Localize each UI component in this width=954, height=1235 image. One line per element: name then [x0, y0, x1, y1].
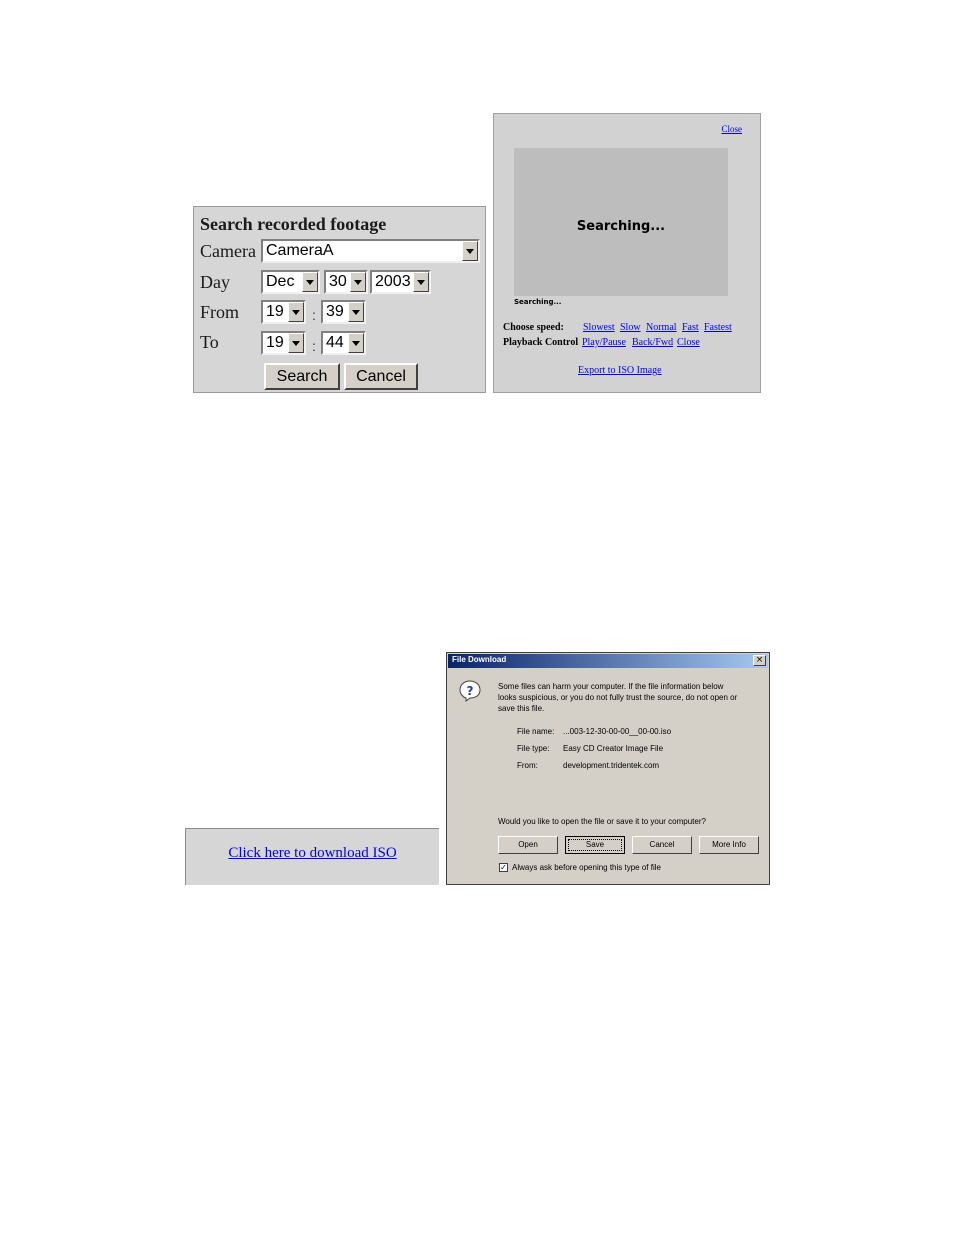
day-select-value: 30: [329, 273, 347, 290]
play-pause-link[interactable]: Play/Pause: [582, 337, 626, 348]
day-select[interactable]: [324, 270, 368, 294]
search-footage-panel: [193, 206, 486, 393]
more-info-button[interactable]: More Info: [699, 836, 759, 854]
to-hour-value: 19: [266, 334, 284, 351]
chevron-down-icon[interactable]: [350, 272, 366, 292]
open-button[interactable]: Open: [498, 836, 558, 854]
file-download-dialog: [446, 652, 770, 885]
from-label: From: [200, 302, 240, 322]
month-select[interactable]: [261, 270, 320, 294]
time-separator: :: [312, 338, 316, 354]
chevron-down-icon[interactable]: [413, 272, 429, 292]
camera-label: Camera: [200, 241, 256, 261]
chevron-down-icon[interactable]: [302, 272, 318, 292]
back-fwd-link[interactable]: Back/Fwd: [632, 337, 674, 348]
chevron-down-icon[interactable]: [462, 241, 478, 261]
download-iso-link[interactable]: Click here to download ISO: [228, 845, 397, 861]
always-ask-checkbox[interactable]: ✓: [500, 863, 507, 872]
player-close-link[interactable]: Close: [721, 124, 742, 134]
camera-select-value: CameraA: [266, 242, 334, 259]
file-name-label: File name:: [517, 727, 555, 736]
from-label: From:: [517, 761, 538, 770]
month-select-value: Dec: [266, 273, 295, 290]
from-value: development.tridentek.com: [563, 761, 660, 770]
warning-line-3: save this file.: [498, 704, 545, 713]
cancel-button[interactable]: Cancel: [344, 363, 418, 390]
video-viewport: [514, 148, 728, 296]
question-icon: [459, 680, 481, 702]
close-icon[interactable]: ×: [753, 655, 766, 666]
search-button[interactable]: Search: [264, 363, 340, 390]
time-separator: :: [312, 307, 316, 323]
to-minute-value: 44: [326, 334, 344, 351]
dialog-question: Would you like to open the file or save it to your computer?: [498, 817, 706, 826]
day-label: Day: [200, 272, 230, 292]
speed-slow-link[interactable]: Slow: [620, 322, 641, 333]
to-label: To: [200, 332, 219, 352]
chevron-down-icon[interactable]: [348, 302, 364, 322]
search-panel-title: Search recorded footage: [200, 214, 387, 234]
camera-select[interactable]: [261, 239, 480, 263]
from-minute-select[interactable]: [321, 300, 366, 324]
video-status-text: Searching...: [576, 219, 666, 234]
cancel-button[interactable]: Cancel: [632, 836, 692, 854]
from-minute-value: 39: [326, 303, 344, 320]
dialog-title-bar[interactable]: [448, 654, 768, 668]
export-iso-link[interactable]: Export to ISO Image: [578, 365, 662, 376]
file-type-value: Easy CD Creator Image File: [563, 744, 664, 753]
save-button[interactable]: Save: [565, 836, 625, 854]
playback-close-link[interactable]: Close: [677, 337, 700, 348]
to-minute-select[interactable]: [321, 331, 366, 355]
to-hour-select[interactable]: [261, 331, 306, 355]
speed-slowest-link[interactable]: Slowest: [583, 322, 615, 333]
file-name-value: ...003-12-30-00-00__00-00.iso: [563, 727, 672, 736]
download-link-wrapper: [186, 845, 439, 862]
from-hour-value: 19: [266, 303, 284, 320]
download-panel: [185, 828, 439, 885]
speed-fastest-link[interactable]: Fastest: [704, 322, 732, 333]
chevron-down-icon[interactable]: [348, 333, 364, 353]
from-hour-select[interactable]: [261, 300, 306, 324]
search-status-text: Searching...: [514, 298, 562, 306]
chevron-down-icon[interactable]: [288, 333, 304, 353]
file-type-label: File type:: [517, 744, 550, 753]
speed-label: Choose speed:: [503, 322, 564, 333]
chevron-down-icon[interactable]: [288, 302, 304, 322]
speed-fast-link[interactable]: Fast: [682, 322, 699, 333]
always-ask-label: Always ask before opening this type of file: [512, 863, 661, 872]
warning-line-1: Some files can harm your computer. If the file information below: [498, 682, 724, 691]
year-select-value: 2003: [375, 273, 411, 290]
warning-line-2: looks suspicious, or you do not fully trust the source, do not open or: [498, 693, 738, 702]
playback-control-label: Playback Control: [503, 337, 579, 348]
speed-normal-link[interactable]: Normal: [646, 322, 677, 333]
svg-text:?: ?: [466, 684, 474, 698]
playback-panel: [493, 113, 761, 393]
dialog-title: File Download: [452, 655, 507, 664]
year-select[interactable]: [370, 270, 431, 294]
